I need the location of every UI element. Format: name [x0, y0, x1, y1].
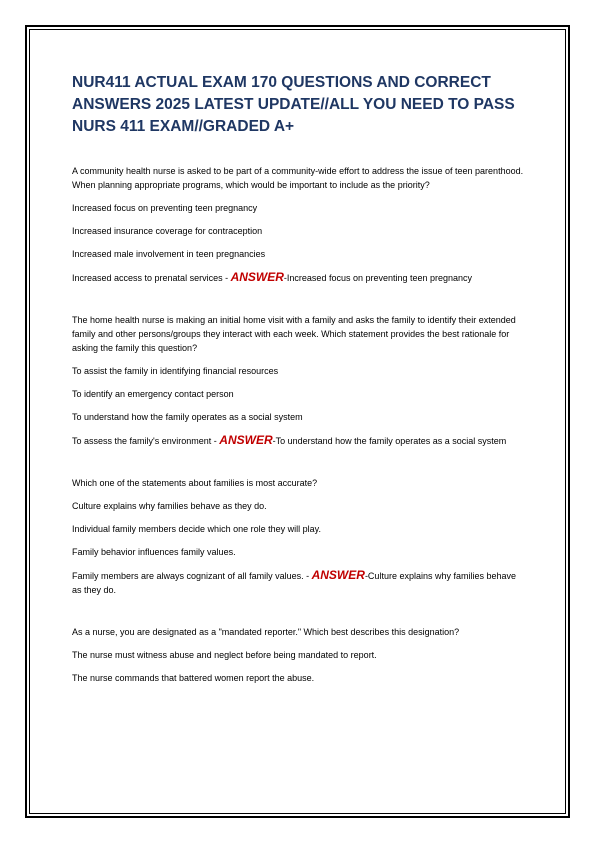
document-content [72, 72, 527, 713]
answer-text: -Increased focus on preventing teen pregnancy [283, 273, 473, 283]
answer-text: -To understand how the family operates as a social system [272, 436, 507, 446]
answer-text: -Culture explains why families behave as they do. [72, 571, 517, 595]
question-text: A community health nurse is asked to be part of a community-wide effort to address the issue of teen parenthood. When planning appropriate programs, which would be important to include as the priority? [72, 166, 524, 190]
question-text: As a nurse, you are designated as a "mandated reporter." Which best describes this designation? [72, 627, 460, 637]
answer-label: ANSWER [230, 270, 284, 284]
option: The nurse commands that battered women report the abuse. [72, 673, 315, 683]
question-block-2 [72, 313, 527, 448]
option-with-answer [72, 433, 527, 448]
question-block-1 [72, 164, 527, 285]
option: Increased focus on preventing teen pregnancy [72, 203, 258, 213]
option: Increased insurance coverage for contraception [72, 226, 263, 236]
document-title: NUR411 ACTUAL EXAM 170 QUESTIONS AND CORRECT ANSWERS 2025 LATEST UPDATE//ALL YOU NEED TO PASS NURS 411 EXAM//GRADED A+ [72, 74, 515, 135]
option-text: Increased access to prenatal services - [72, 273, 231, 283]
option-text: To assess the family's environment - [72, 436, 220, 446]
option: To understand how the family operates as a social system [72, 412, 303, 422]
option: Individual family members decide which one role they will play. [72, 524, 321, 534]
option-with-answer [72, 270, 527, 285]
option: Increased male involvement in teen pregnancies [72, 249, 266, 259]
option: To identify an emergency contact person [72, 389, 234, 399]
question-block-4 [72, 625, 527, 685]
option: The nurse must witness abuse and neglect before being mandated to report. [72, 650, 377, 660]
question-block-3 [72, 476, 527, 597]
option: To assist the family in identifying financial resources [72, 366, 279, 376]
answer-label: ANSWER [311, 568, 365, 582]
option: Culture explains why families behave as they do. [72, 501, 267, 511]
option-text: Family members are always cognizant of all family values. - [72, 571, 312, 581]
question-text: Which one of the statements about families is most accurate? [72, 478, 318, 488]
option-with-answer [72, 568, 527, 597]
answer-label: ANSWER [219, 433, 273, 447]
question-text: The home health nurse is making an initial home visit with a family and asks the family to identify their extended family and other persons/groups they interact with each week. Which statement provides the best rationale for asking the family this question? [72, 315, 516, 353]
option: Family behavior influences family values. [72, 547, 236, 557]
